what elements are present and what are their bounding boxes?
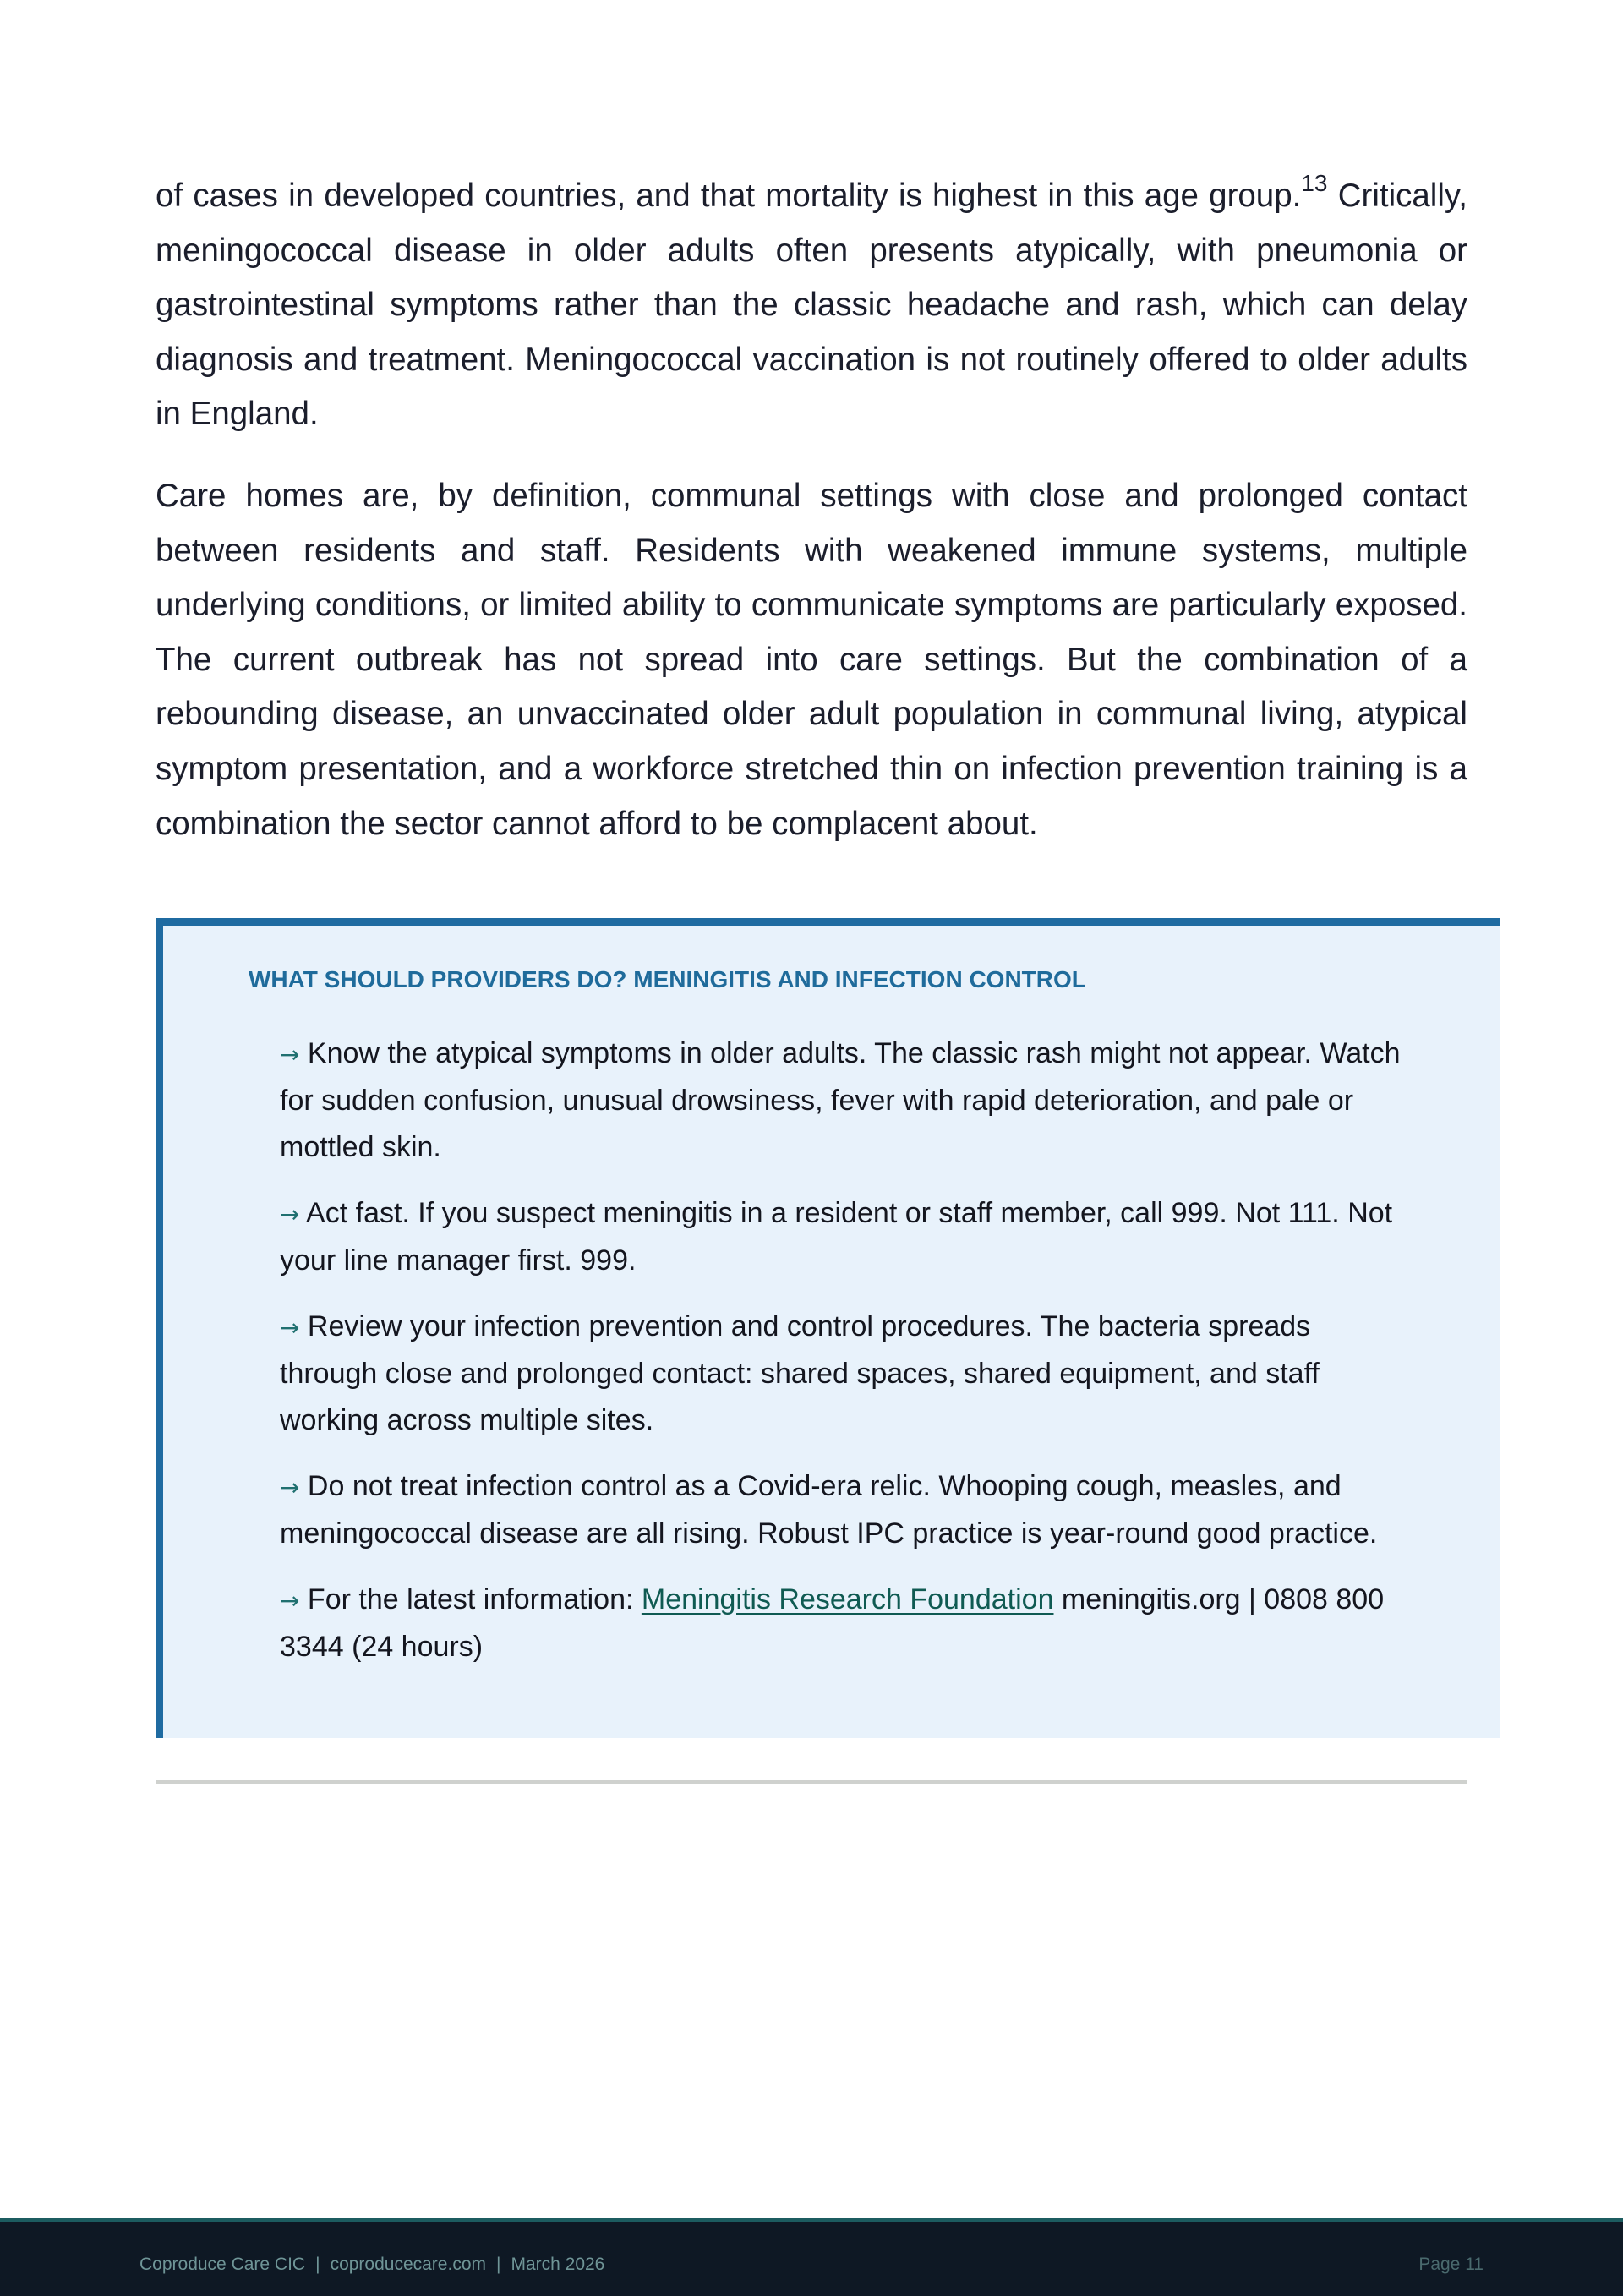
arrow-right-icon: → [280,1314,300,1342]
callout-item [280,1463,1413,1557]
section-divider [156,1780,1467,1784]
callout-item-suffix: meningitis.org | 0808 800 3344 (24 hours) [280,1583,1385,1663]
article-body [156,169,1467,878]
paragraph-1 [156,169,1467,442]
callout-list [280,1030,1413,1690]
paragraph-1-continuation: Critically, meningococcal disease in older adults often presents atypically, with pneumonia or gastrointestinal symptoms rather than the classic headache and rash, which can delay diagnosis and treatment. Meningococcal vaccination is not routinely offered to older adults in England. [156,178,1467,433]
callout-title: WHAT SHOULD PROVIDERS DO? MENINGITIS AND INFECTION CONTROL [249,966,1086,992]
callout-item-text: Know the atypical symptoms in older adults. The classic rash might not appear. Watch for sudden confusion, unusual drowsiness, fever with rapid deterioration, and pale or mottled skin. [280,1037,1401,1163]
page-footer [0,2218,1623,2296]
arrow-right-icon: → [280,1473,300,1501]
paragraph-2: Care homes are, by definition, communal settings with close and prolonged contact between residents and staff. Residents with weakened immune systems, multiple underlying conditions, or limited ability to communicate symptoms are particularly exposed. The current outbreak has not spread into care settings. But the combination of a rebounding disease, an unvaccinated older adult population in communal living, atypical symptom presentation, and a workforce stretched thin on infection prevention training is a combination the sector cannot afford to be complacent about. [156,477,1467,842]
footer-website: coproducecare.com [330,2255,486,2274]
paragraph-1-text: of cases in developed countries, and that mortality is highest in this age group. [156,178,1302,214]
arrow-right-icon: → [280,1587,300,1615]
page-number: Page 11 [1418,2255,1484,2274]
callout-item [280,1030,1413,1171]
callout-item-text: Act fast. If you suspect meningitis in a resident or staff member, call 999. Not 111. Not your line manager first. 999. [280,1197,1393,1276]
arrow-right-icon: → [280,1200,300,1228]
footer-separator: | [315,2255,320,2274]
callout-item [280,1190,1413,1284]
callout-item-text: Review your infection prevention and control procedures. The bacteria spreads through close and prolonged contact: shared spaces, shared equipment, and staff working across multiple sites. [280,1310,1320,1436]
arrow-right-icon: → [280,1041,300,1069]
callout-item [280,1577,1413,1670]
footer-info [139,2255,604,2275]
footer-date: March 2026 [511,2255,605,2274]
providers-callout-box [156,918,1500,1738]
callout-item-text: Do not treat infection control as a Covid-era relic. Whooping cough, measles, and meningococcal disease are all rising. Robust IPC practice is year-round good practice. [280,1470,1378,1550]
footnote-ref[interactable]: 13 [1301,170,1328,197]
footer-org: Coproduce Care CIC [139,2255,306,2274]
callout-item-text: For the latest information: [307,1583,642,1615]
callout-item [280,1304,1413,1444]
meningitis-research-foundation-link[interactable]: Meningitis Research Foundation [641,1583,1054,1615]
footer-separator: | [496,2255,501,2274]
